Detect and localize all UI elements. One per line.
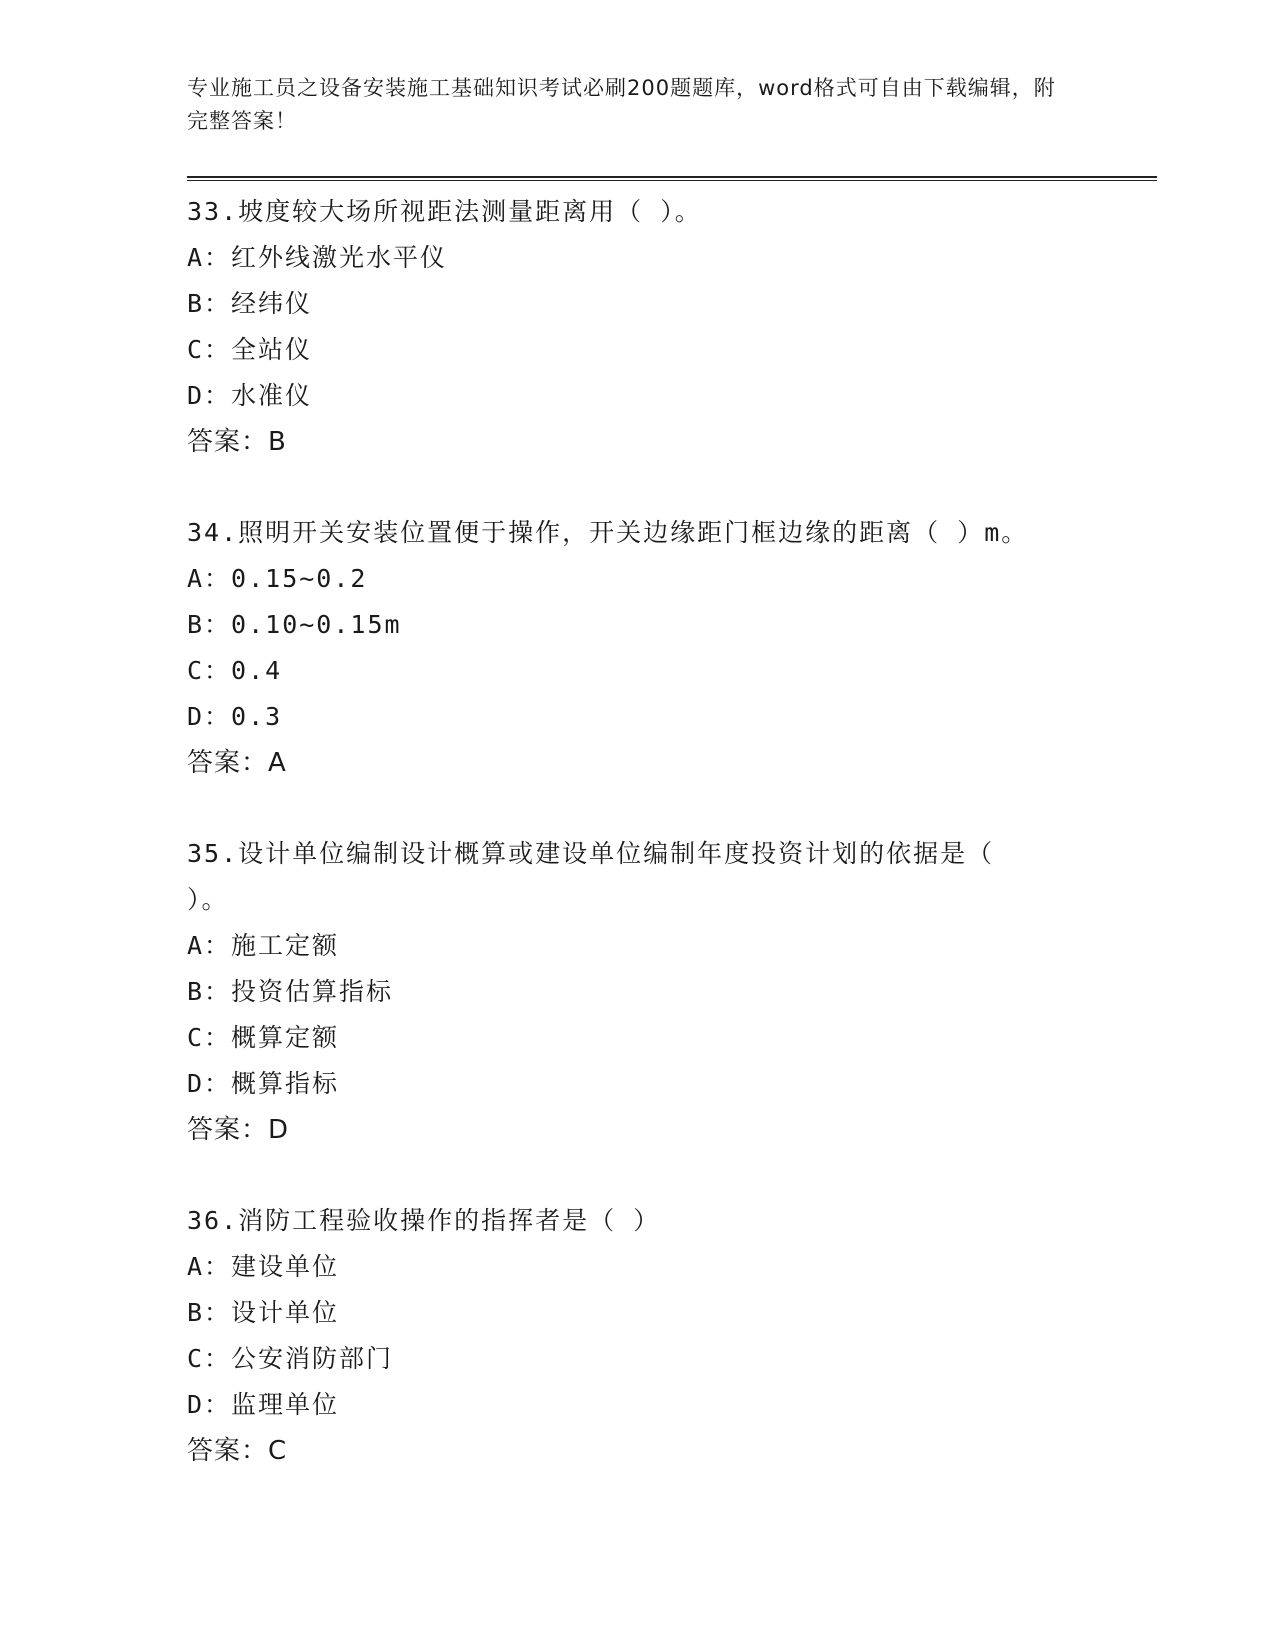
question-34: [187, 510, 1157, 786]
option-b: B：0.10~0.15m: [187, 610, 402, 639]
option-d: D：监理单位: [187, 1390, 340, 1419]
option-a: A：红外线激光水平仪: [187, 243, 448, 272]
option-a: A：建设单位: [187, 1252, 340, 1281]
answer-line: 答案：A: [187, 748, 287, 778]
question-stem: 35.设计单位编制设计概算或建设单位编制年度投资计划的依据是（ ）。: [187, 839, 995, 914]
question-35: [187, 831, 1157, 1153]
question-stem: 36.消防工程验收操作的指挥者是（ ）: [187, 1206, 661, 1235]
header-divider: [187, 176, 1157, 181]
question-stem: 34.照明开关安装位置便于操作，开关边缘距门框边缘的距离（ ）m。: [187, 518, 1029, 547]
option-d: D：水准仪: [187, 381, 313, 410]
option-c: C：0.4: [187, 656, 283, 685]
question-36: [187, 1198, 1157, 1474]
document-header-title: 专业施工员之设备安装施工基础知识考试必刷200题题库，word格式可自由下载编辑，附完整答案！: [187, 76, 1056, 133]
document-page: [187, 72, 1157, 1474]
option-c: C：全站仪: [187, 335, 313, 364]
option-d: D：0.3: [187, 702, 283, 731]
option-c: C：公安消防部门: [187, 1344, 394, 1373]
option-b: B：投资估算指标: [187, 977, 394, 1006]
answer-line: 答案：B: [187, 427, 287, 457]
option-a: A：施工定额: [187, 931, 340, 960]
option-b: B：经纬仪: [187, 289, 313, 318]
option-b: B：设计单位: [187, 1298, 340, 1327]
option-c: C：概算定额: [187, 1023, 340, 1052]
answer-line: 答案：C: [187, 1436, 288, 1466]
answer-line: 答案：D: [187, 1115, 290, 1145]
option-d: D：概算指标: [187, 1069, 340, 1098]
option-a: A：0.15~0.2: [187, 564, 368, 593]
question-stem: 33.坡度较大场所视距法测量距离用（ ）。: [187, 197, 702, 226]
question-33: [187, 189, 1157, 465]
